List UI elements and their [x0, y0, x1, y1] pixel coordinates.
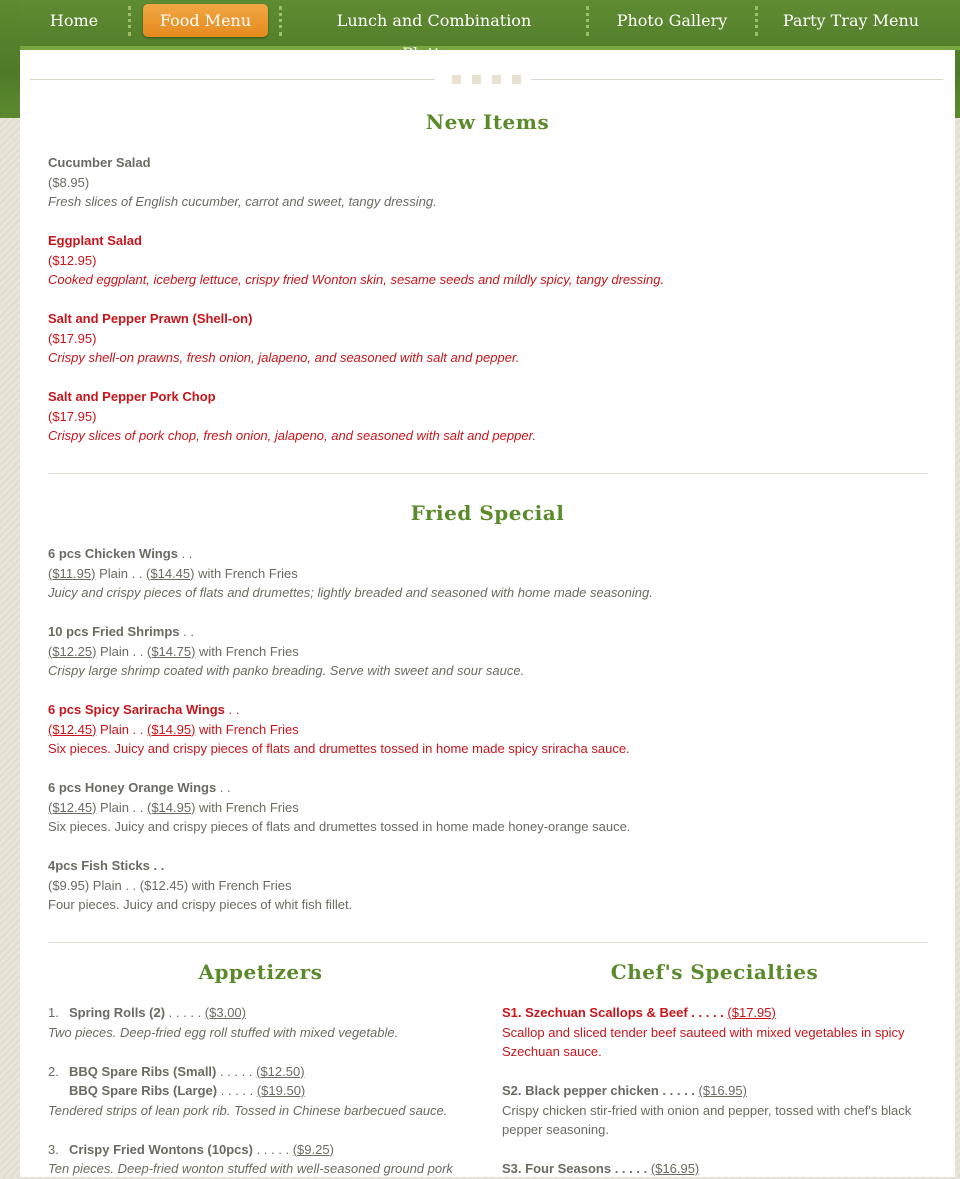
item-description: Four pieces. Juicy and crispy pieces of whit fish fillet.: [48, 897, 353, 912]
plain-label: Plain . .: [96, 643, 147, 659]
item-price: ($8.95): [48, 174, 90, 190]
fries-price-link[interactable]: ($14.45): [146, 565, 195, 581]
item-name: 4pcs Fish Sticks . .: [48, 858, 165, 873]
fries-price-link[interactable]: ($14.75): [147, 643, 196, 659]
section-divider: [48, 473, 928, 474]
plain-label: Plain . .: [96, 721, 147, 737]
item-dots: . . . . .: [165, 1005, 205, 1020]
menu-item: [48, 153, 928, 212]
item-description: Crispy chicken stir-fried with onion and pepper, tossed with chef's black: [502, 1102, 912, 1118]
item-name: 6 pcs Honey Orange Wings: [48, 780, 217, 795]
item-name: S2. Black pepper chicken . . . . .: [502, 1083, 699, 1098]
plain-label: Plain . .: [96, 799, 147, 815]
section-title-new-items: New Items: [425, 110, 550, 134]
menu-item: [48, 778, 928, 837]
item-description: Cooked eggplant, iceberg lettuce, crispy fried Wonton skin, sesame seeds and mildly spicy, tangy dressing.: [48, 272, 665, 287]
item-number: 2.: [48, 1063, 59, 1079]
section-divider: [48, 942, 928, 943]
price-link[interactable]: ($9.25): [292, 1141, 334, 1157]
item-description: Crispy slices of pork chop, fresh onion, jalapeno, and seasoned with salt and pepper.: [48, 428, 537, 443]
price-link[interactable]: ($17.95): [727, 1005, 776, 1020]
nav-home[interactable]: Home: [49, 11, 99, 30]
ornament-square: [492, 75, 501, 84]
menu-item: [48, 622, 928, 681]
item-description: Scallop and sliced tender beef sauteed with mixed vegetables in spicy: [502, 1024, 905, 1040]
appetizers-list: [48, 1003, 478, 1179]
item-price: ($17.95): [48, 408, 97, 424]
item-description: Six pieces. Juicy and crispy pieces of flats and drumettes tossed in home made spicy sriracha sauce.: [48, 741, 630, 756]
item-description: Ten pieces. Deep-fried wonton stuffed with well-seasoned ground pork: [48, 1161, 453, 1176]
item-name: Salt and Pepper Prawn (Shell-on): [48, 311, 253, 326]
item-dots: . .: [216, 780, 231, 795]
section-title-appetizers: Appetizers: [198, 960, 323, 984]
ornament-square: [512, 75, 521, 84]
nav-food-menu[interactable]: Food Menu: [143, 4, 268, 37]
item-name: 6 pcs Chicken Wings: [48, 546, 178, 561]
fries-label: with French Fries: [195, 721, 299, 737]
plain-price-link[interactable]: ($12.45): [48, 799, 97, 815]
ornament-square: [452, 75, 461, 84]
item-price-line: ($9.95) Plain . . ($12.45) with French Fries: [48, 877, 292, 893]
price-link[interactable]: ($3.00): [204, 1005, 246, 1020]
content-panel: [20, 50, 955, 1177]
nav-separator: [279, 6, 282, 36]
item-name: S1. Szechuan Scallops & Beef . . . . .: [502, 1005, 728, 1020]
item-name: S3. Four Seasons . . . . .: [502, 1161, 651, 1176]
plain-price-link[interactable]: ($12.45): [48, 721, 97, 737]
price-link[interactable]: ($19.50): [256, 1083, 306, 1098]
item-dots: . . . . .: [216, 1063, 257, 1079]
nav-separator: [128, 6, 131, 36]
fries-price-link[interactable]: ($14.95): [147, 721, 196, 737]
menu-item: [48, 387, 928, 446]
fries-label: with French Fries: [195, 799, 299, 815]
chefs-specialties-list: [502, 1003, 927, 1179]
nav-photo-gallery[interactable]: Photo Gallery: [616, 11, 728, 30]
item-description: Szechuan sauce.: [502, 1044, 602, 1059]
item-description: Crispy large shrimp coated with panko breading. Serve with sweet and sour sauce.: [48, 663, 525, 678]
fries-label: with French Fries: [194, 565, 298, 581]
item-name: BBQ Spare Ribs (Small): [69, 1063, 217, 1079]
fries-price-link[interactable]: ($14.95): [147, 799, 196, 815]
item-name: Crispy Fried Wontons (10pcs): [69, 1141, 253, 1157]
fries-label: with French Fries: [195, 643, 299, 659]
item-dots: . . . . .: [252, 1141, 293, 1157]
plain-price-link[interactable]: ($12.25): [48, 643, 97, 659]
main-nav: [20, 0, 960, 50]
section-title-chefs-specialties: Chef's Specialties: [610, 960, 819, 984]
item-dots: . .: [179, 624, 194, 639]
item-number: 3.: [48, 1141, 59, 1157]
item-description: Fresh slices of English cucumber, carrot and sweet, tangy dressing.: [48, 194, 437, 209]
item-price: ($12.95): [48, 252, 97, 268]
price-link[interactable]: ($16.95): [650, 1161, 700, 1176]
item-description: Tendered strips of lean pork rib. Tossed in Chinese barbecued sauce.: [48, 1102, 448, 1118]
menu-item: [48, 231, 928, 290]
section-title-fried-special: Fried Special: [410, 501, 565, 525]
item-dots: . .: [224, 702, 240, 717]
item-name: Spring Rolls (2): [69, 1005, 166, 1020]
price-link[interactable]: ($16.95): [698, 1083, 747, 1098]
nav-party-tray[interactable]: Party Tray Menu: [782, 11, 920, 30]
item-name: BBQ Spare Ribs (Large): [69, 1083, 218, 1098]
item-number: 1.: [48, 1005, 59, 1020]
item-name: 6 pcs Spicy Sariracha Wings: [48, 702, 225, 717]
ornament-square: [472, 75, 481, 84]
nav-separator: [755, 6, 758, 36]
plain-label: Plain . .: [95, 565, 147, 581]
item-name: Cucumber Salad: [48, 155, 151, 170]
item-name: Eggplant Salad: [48, 233, 142, 248]
item-dots: . . . . .: [217, 1083, 257, 1098]
item-description: Two pieces. Deep-fried egg roll stuffed with mixed vegetable.: [48, 1024, 399, 1040]
menu-item: [48, 309, 928, 368]
nav-lunch-platters[interactable]: Lunch and Combination: [336, 11, 532, 30]
nav-separator: [586, 6, 589, 36]
menu-item: [48, 700, 928, 759]
item-price: ($17.95): [48, 330, 97, 346]
menu-item: [48, 856, 928, 915]
plain-price-link[interactable]: ($11.95): [48, 565, 96, 581]
menu-item: [48, 544, 928, 603]
item-description: Juicy and crispy pieces of flats and drumettes; lightly breaded and seasoned with home made seasoning.: [48, 585, 653, 600]
item-dots: . .: [177, 546, 193, 561]
item-name: 10 pcs Fried Shrimps: [48, 624, 180, 639]
price-link[interactable]: ($12.50): [256, 1063, 305, 1079]
item-name: Salt and Pepper Pork Chop: [48, 389, 216, 404]
item-description: Six pieces. Juicy and crispy pieces of flats and drumettes tossed in home made honey-orange sauce.: [48, 819, 631, 834]
item-description: pepper seasoning.: [502, 1122, 609, 1137]
item-description: Crispy shell-on prawns, fresh onion, jalapeno, and seasoned with salt and pepper.: [48, 350, 520, 365]
